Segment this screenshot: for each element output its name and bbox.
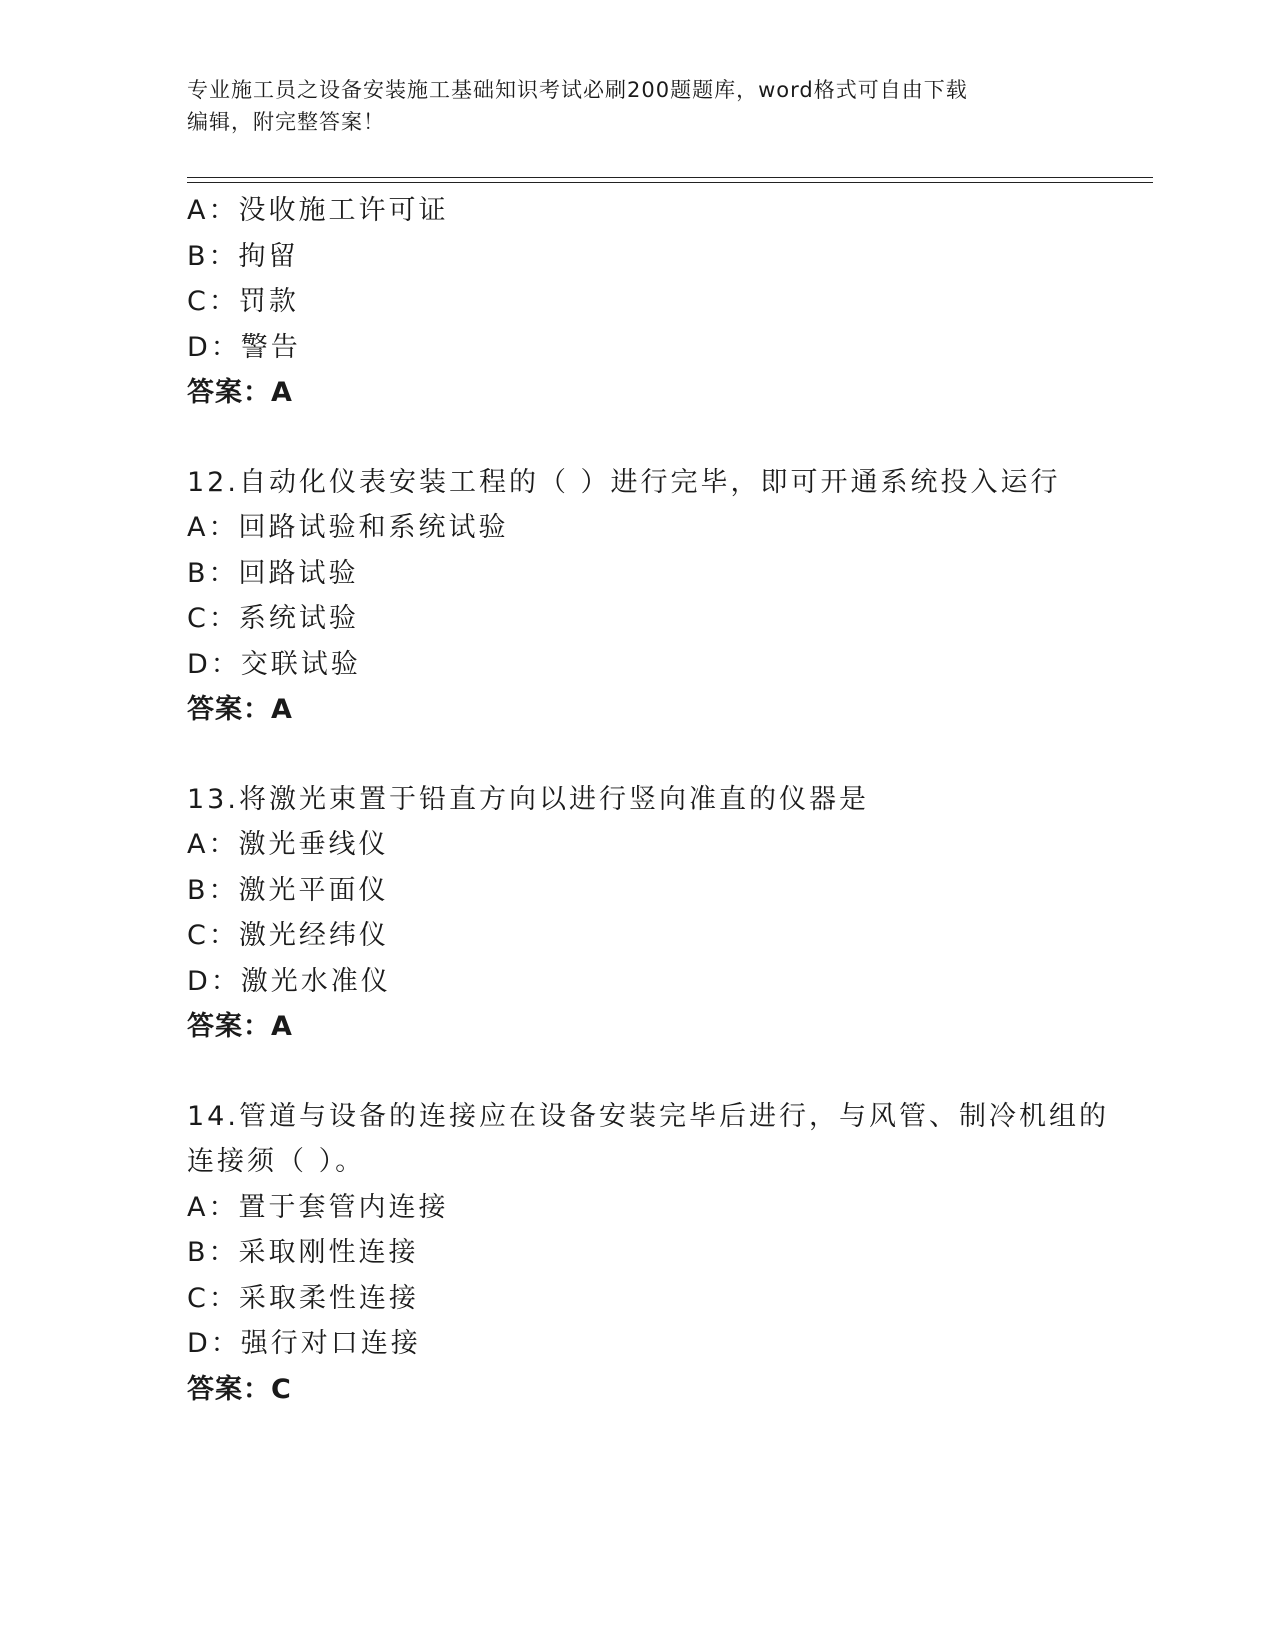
document-header <box>187 74 1087 138</box>
option-c: C：罚款 <box>187 286 299 317</box>
answer-line: 答案：A <box>187 694 293 725</box>
option-c: C：激光经纬仪 <box>187 920 389 951</box>
header-divider-top <box>187 177 1153 178</box>
answer-line: 答案：A <box>187 1011 293 1042</box>
header-divider-bottom <box>187 182 1153 183</box>
question-block-14 <box>187 1094 1147 1413</box>
question-text-line-1: 14.管道与设备的连接应在设备安装完毕后进行，与风管、制冷机组的 <box>187 1100 1109 1132</box>
option-c: C：系统试验 <box>187 603 359 634</box>
answer-line: 答案：C <box>187 1373 292 1405</box>
option-a: A：回路试验和系统试验 <box>187 512 509 543</box>
option-b: B：拘留 <box>187 240 299 272</box>
header-title-line-2: 编辑，附完整答案！ <box>187 110 385 134</box>
question-block-12 <box>187 460 1147 733</box>
question-text: 13.将激光束置于铅直方向以进行竖向准直的仪器是 <box>187 783 869 815</box>
option-d: D：警告 <box>187 331 301 363</box>
question-list <box>187 188 1147 1412</box>
option-c: C：采取柔性连接 <box>187 1282 419 1314</box>
option-a: A：置于套管内连接 <box>187 1191 449 1223</box>
header-title-line-1: 专业施工员之设备安装施工基础知识考试必刷200题题库，word格式可自由下载 <box>187 78 968 102</box>
answer-line: 答案：A <box>187 377 293 408</box>
question-text-line-2: 连接须（ ）。 <box>187 1146 366 1177</box>
question-text: 12.自动化仪表安装工程的（ ）进行完毕，即可开通系统投入运行 <box>187 466 1061 498</box>
option-a: A：没收施工许可证 <box>187 195 449 226</box>
question-block-11 <box>187 188 1147 416</box>
option-b: B：回路试验 <box>187 557 359 589</box>
option-a: A：激光垂线仪 <box>187 829 389 860</box>
option-d: D：交联试验 <box>187 648 361 680</box>
option-d: D：激光水准仪 <box>187 965 391 997</box>
question-block-13 <box>187 777 1147 1050</box>
option-b: B：激光平面仪 <box>187 874 389 906</box>
option-d: D：强行对口连接 <box>187 1328 421 1359</box>
option-b: B：采取刚性连接 <box>187 1237 419 1268</box>
